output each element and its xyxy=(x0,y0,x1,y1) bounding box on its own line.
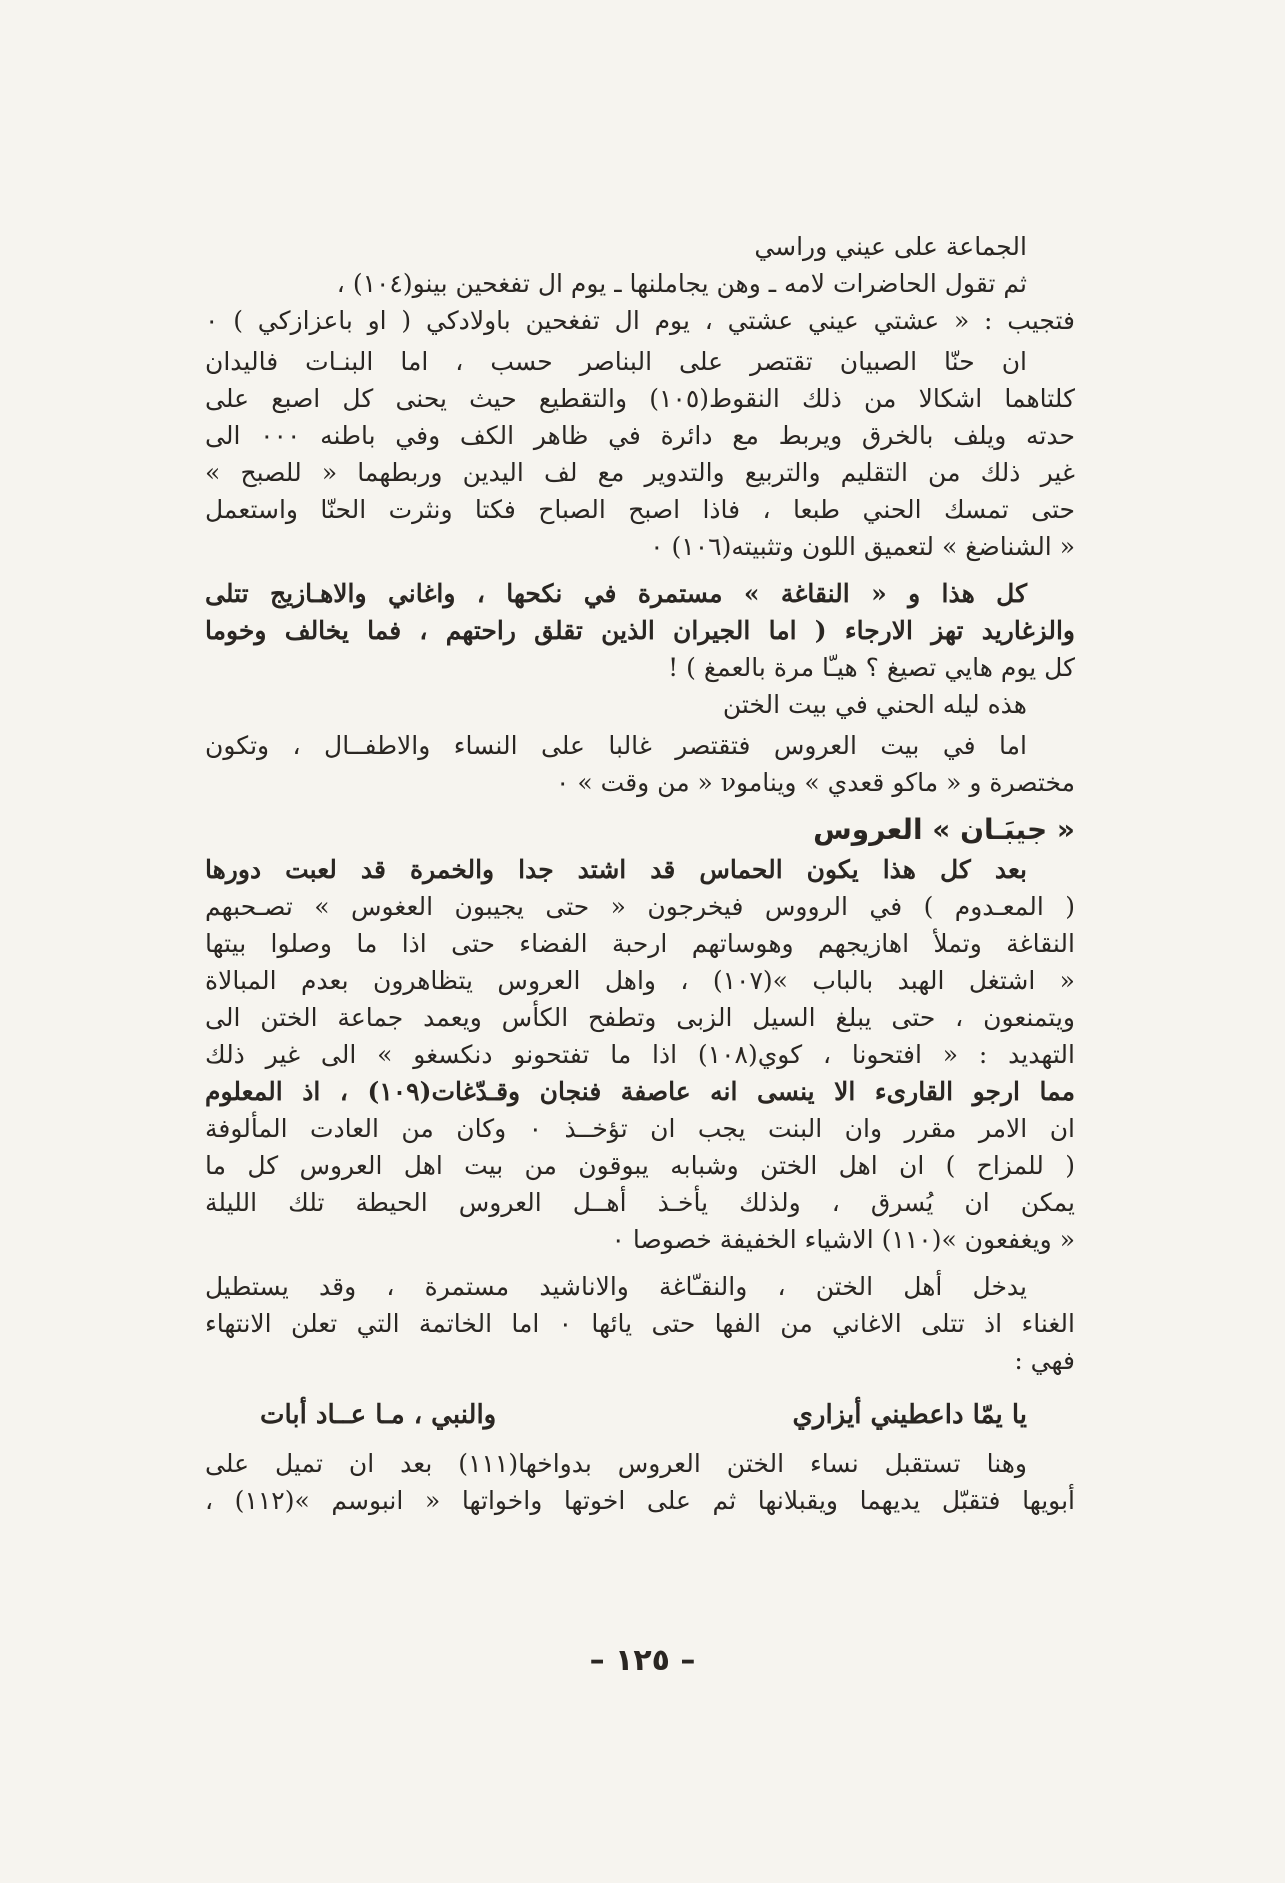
poem-hemistich-left: والنبي ، مـا عــاد أبات xyxy=(260,1400,497,1430)
text-line: « اشتغل الهبد بالباب »(١٠٧) ، واهل العروس يتظاهرون بعدم المبالاة xyxy=(205,966,1075,995)
page-body xyxy=(205,228,1075,1519)
page-number: – ١٢٥ – xyxy=(589,1643,696,1678)
text-line: أبويها فتقبّل يديهما ويقبلانها ثم على اخوتها واخواتها « انبوسم »(١١٢) ، xyxy=(205,1486,1075,1515)
text-line: كل هذا و « النقاغة » مستمرة في نكحها ، واغاني والاهـازيج تتلى xyxy=(205,579,1027,608)
text-line: والزغاريد تهز الارجاء ( اما الجيران الذين تقلق راحتهم ، فما يخالف وخوما xyxy=(205,616,1075,645)
text-line: التهديد : « افتحونا ، كوي(١٠٨) اذا ما تفتحونو دنكسغو » الى غير ذلك xyxy=(205,1040,1075,1069)
text-line: حتى تمسك الحني طبعا ، فاذا اصبح الصباح فكتا ونثرت الحنّا واستعمل xyxy=(205,495,1075,524)
text-line: مختصرة و « ماكو قعدي » ويناموν « من وقت » ٠ xyxy=(556,768,1075,797)
text-line: اما في بيت العروس فتقتصر غالبا على النساء والاطفــال ، وتكون xyxy=(205,731,1027,760)
text-line: حدته ويلف بالخرق ويربط مع دائرة في ظاهر الكف وفي باطنه ٠٠٠ الى xyxy=(205,421,1075,450)
text-line: الغناء اذ تتلى الاغاني من الفها حتى يائها ٠ اما الخاتمة التي تعلن الانتهاء xyxy=(205,1309,1075,1338)
text-line: فتجيب : « عشتي عيني عشتي ، يوم ال تفغحين باولادكي ( او باعزازكي ) ٠ xyxy=(205,306,1075,335)
text-line: « الشناضغ » لتعميق اللون وتثبيته(١٠٦) ٠ xyxy=(650,532,1075,561)
text-line: ويتمنعون ، حتى يبلغ السيل الزبى وتطفح الكأس ويعمد جماعة الختن الى xyxy=(205,1003,1075,1032)
text-line: كلتاهما اشكالا من ذلك النقوط(١٠٥) والتقطيع حيث يحنى كل اصبع على xyxy=(205,384,1075,413)
text-line: بعد كل هذا يكون الحماس قد اشتد جدا والخمرة قد لعبت دورها xyxy=(205,855,1027,884)
text-line: كل يوم هايي تصيغ ؟ هيـّا مرة بالعمغ ) ! xyxy=(668,653,1075,682)
text-line: « ويغفعون »(١١٠) الاشياء الخفيفة خصوصا ٠ xyxy=(611,1225,1075,1254)
section-heading: « جيبَـان » العروس xyxy=(813,813,1075,846)
text-line: فهي : xyxy=(1014,1346,1075,1375)
text-line: هذه ليله الحني في بيت الختن xyxy=(722,690,1027,719)
text-line: ثم تقول الحاضرات لامه ـ وهن يجاملنها ـ يوم ال تفغحين بينو(١٠٤) ، xyxy=(336,269,1027,298)
text-line: ان حنّا الصبيان تقتصر على البناصر حسب ، اما البنـات فاليدان xyxy=(205,347,1028,376)
text-line: غير ذلك من التقليم والتربيع والتدوير مع لف اليدين وربطهما « للصبح » xyxy=(205,458,1075,487)
text-line: ان الامر مقرر وان البنت يجب ان تؤخــذ ٠ وكان من العادت المألوفة xyxy=(205,1114,1075,1143)
text-line: يمكن ان يُسرق ، ولذلك يأخـذ أهــل العروس الحيطة تلك الليلة xyxy=(205,1188,1075,1217)
text-line: الجماعة على عيني وراسي xyxy=(754,232,1027,261)
poem-verse xyxy=(205,1395,1075,1435)
text-line: يدخل أهل الختن ، والنقـّاغة والاناشيد مستمرة ، وقد يستطيل xyxy=(205,1272,1027,1301)
text-line: ( للمزاح ) ان اهل الختن وشبابه يبوقون من بيت اهل العروس كل ما xyxy=(205,1151,1075,1180)
text-line: وهنا تستقبل نساء الختن العروس بدواخها(١١١) بعد ان تميل على xyxy=(205,1449,1027,1478)
poem-hemistich-right: يا يمّا داعطيني أيزاري xyxy=(792,1400,1027,1430)
text-line: النقاغة وتملأ اهازيجهم وهوساتهم ارحبة الفضاء حتى اذا ما وصلوا بيتها xyxy=(205,929,1075,958)
text-line: مما ارجو القارىء الا ينسى انه عاصفة فنجان وقـدّغات(١٠٩) ، اذ المعلوم xyxy=(205,1077,1075,1106)
text-line: ( المعـدوم ) في الرووس فيخرجون « حتى يجيبون العغوس » تصـحبهم xyxy=(205,892,1075,921)
